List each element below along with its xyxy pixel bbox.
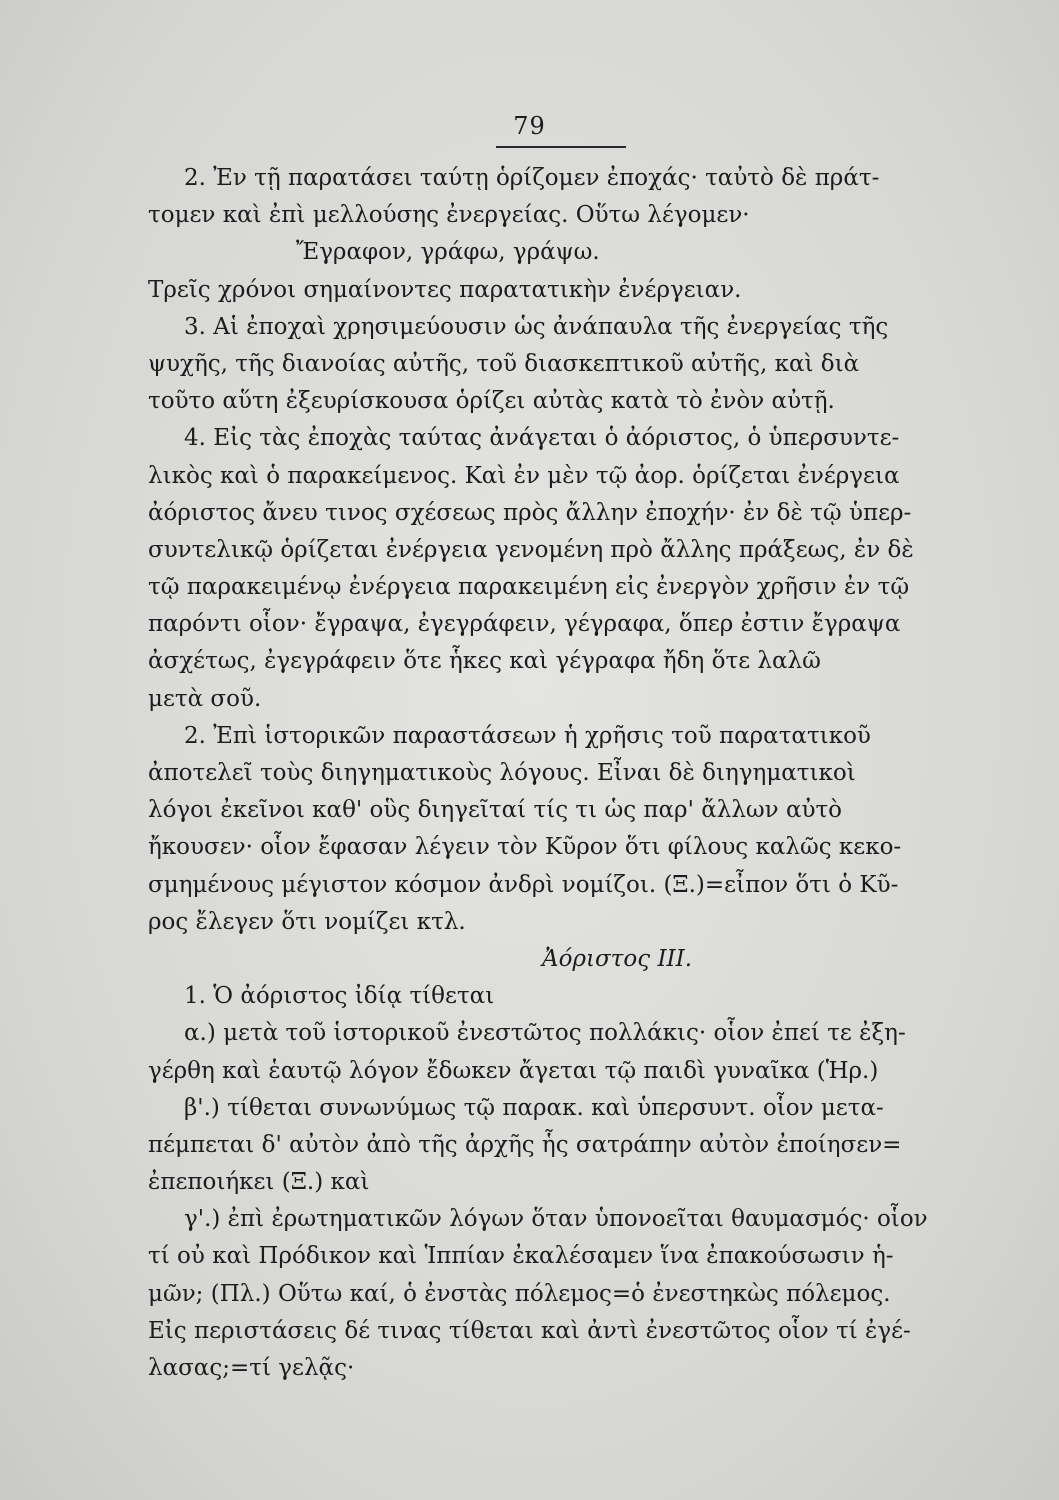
page-number: 79	[513, 112, 546, 140]
text-line: γ'.) ἐπὶ ἐρωτηματικῶν λόγων ὅταν ὑπονοεῖται θαυμασμός· οἷον	[184, 1206, 928, 1233]
text-line: ἐπεποιήκει (Ξ.) καὶ	[148, 1169, 370, 1196]
text-line: 3. Αἱ ἐποχαὶ χρησιμεύουσιν ὡς ἀνάπαυλα τῆς ἐνεργείας τῆς	[184, 313, 889, 340]
text-line: ἀποτελεῖ τοὺς διηγηματικοὺς λόγους. Εἶναι δὲ διηγηματικοὶ	[148, 760, 856, 786]
text-line: τοῦτο αὕτη ἐξευρίσκουσα ὁρίζει αὐτὰς κατὰ τὸ ἐνὸν αὐτῇ.	[148, 388, 835, 415]
text-line: γέρθη καὶ ἑαυτῷ λόγον ἔδωκεν ἄγεται τῷ παιδὶ γυναῖκα (Ἡρ.)	[148, 1057, 879, 1084]
text-line: λασας;=τί γελᾷς·	[148, 1355, 355, 1381]
text-line: μετὰ σοῦ.	[148, 685, 262, 712]
text-line: τομεν καὶ ἐπὶ μελλούσης ἐνεργείας. Οὕτω λέγομεν·	[148, 202, 750, 229]
page-body	[148, 160, 966, 1387]
text-line: ἀσχέτως, ἐγεγράφειν ὅτε ἧκες καὶ γέγραφα ἤδη ὅτε λαλῶ	[148, 648, 821, 675]
text-line: 4. Εἰς τὰς ἐποχὰς ταύτας ἀνάγεται ὁ ἀόριστος, ὁ ὑπερσυντε-	[184, 425, 900, 452]
text-line: α.) μετὰ τοῦ ἱστορικοῦ ἐνεστῶτος πολλάκις· οἷον ἐπεί τε ἐξη-	[184, 1020, 906, 1047]
text-line: μῶν; (Πλ.) Οὕτω καί, ὁ ἐνστὰς πόλεμος=ὁ ἐνεστηκὼς πόλεμος.	[148, 1280, 891, 1307]
section-heading: Ἀόριστος III.	[541, 945, 693, 972]
text-line: Τρεῖς χρόνοι σημαίνοντες παρατατικὴν ἐνέργειαν.	[148, 276, 742, 303]
text-line: τί οὐ καὶ Πρόδικον καὶ Ἱππίαν ἐκαλέσαμεν ἵνα ἐπακούσωσιν ἡ-	[148, 1243, 894, 1270]
text-line: συντελικῷ ὁρίζεται ἐνέργεια γενομένη πρὸ ἄλλης πράξεως, ἐν δὲ	[148, 536, 914, 563]
text-line: τῷ παρακειμένῳ ἐνέργεια παρακειμένη εἰς ἐνεργὸν χρῆσιν ἐν τῷ	[148, 574, 910, 601]
text-line: 2. Ἐπὶ ἱστορικῶν παραστάσεων ἡ χρῆσις τοῦ παρατατικοῦ	[184, 722, 871, 749]
text-line: πέμπεται δ' αὐτὸν ἀπὸ τῆς ἀρχῆς ἧς σατράπην αὐτὸν ἐποίησεν=	[148, 1131, 902, 1158]
text-line: ψυχῆς, τῆς διανοίας αὐτῆς, τοῦ διασκεπτικοῦ αὐτῆς, καὶ διὰ	[148, 350, 860, 377]
text-line: Ἔγραφον, γράφω, γράψω.	[296, 239, 600, 266]
header-rule	[496, 146, 626, 148]
text-line: λικὸς καὶ ὁ παρακείμενος. Καὶ ἐν μὲν τῷ ἀορ. ὁρίζεται ἐνέργεια	[148, 462, 900, 489]
text-line: 1. Ὁ ἀόριστος ἰδίᾳ τίθεται	[184, 983, 495, 1010]
text-line: σμημένους μέγιστον κόσμον ἀνδρὶ νομίζοι. (Ξ.)=εἶπον ὅτι ὁ Κῦ-	[148, 871, 899, 898]
text-line: ἀόριστος ἄνευ τινος σχέσεως πρὸς ἄλλην ἐποχήν· ἐν δὲ τῷ ὑπερ-	[148, 499, 912, 526]
text-line: ρος ἔλεγεν ὅτι νομίζει κτλ.	[148, 908, 466, 935]
text-line: ἤκουσεν· οἷον ἔφασαν λέγειν τὸν Κῦρον ὅτι φίλους καλῶς κεκο-	[148, 834, 902, 861]
text-line: παρόντι οἷον· ἔγραψα, ἐγεγράφειν, γέγραφα, ὅπερ ἐστιν ἔγραψα	[148, 611, 901, 638]
text-line: Εἰς περιστάσεις δέ τινας τίθεται καὶ ἀντὶ ἐνεστῶτος οἷον τί ἐγέ-	[148, 1317, 911, 1344]
text-line: β'.) τίθεται συνωνύμως τῷ παρακ. καὶ ὑπερσυντ. οἷον μετα-	[184, 1094, 884, 1121]
text-line: 2. Ἐν τῇ παρατάσει ταύτῃ ὁρίζομεν ἐποχάς· ταὐτὸ δὲ πράτ-	[184, 165, 880, 191]
text-line: λόγοι ἐκεῖνοι καθ' οὓς διηγεῖταί τίς τι ὡς παρ' ἄλλων αὐτὸ	[148, 797, 843, 824]
